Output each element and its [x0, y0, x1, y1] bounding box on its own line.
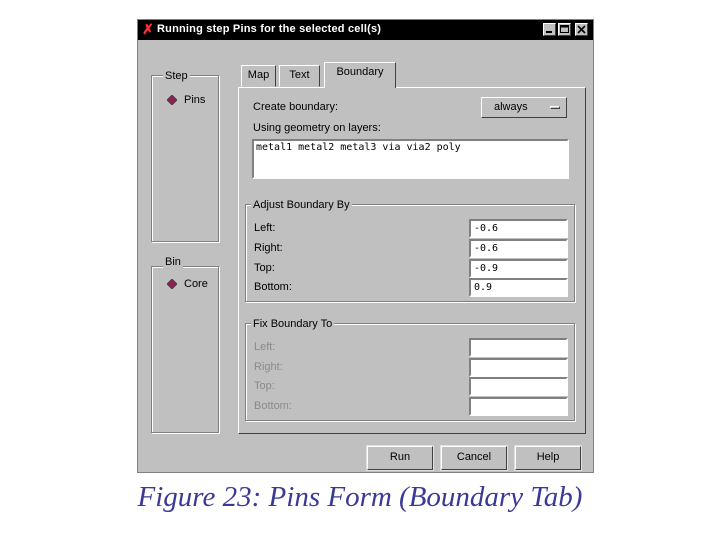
- adjust-right-label: Right:: [254, 242, 283, 254]
- title-bar[interactable]: [138, 20, 593, 40]
- bin-group: [151, 266, 219, 433]
- option-menu-indicator-icon: [550, 106, 560, 109]
- adjust-top-input[interactable]: -0.9: [469, 259, 568, 278]
- fix-top-label: Top:: [254, 380, 275, 392]
- tab-map[interactable]: Map: [241, 65, 276, 87]
- run-button[interactable]: Run: [367, 446, 433, 470]
- create-boundary-dropdown[interactable]: [481, 97, 567, 118]
- adjust-left-label: Left:: [254, 222, 276, 234]
- help-button[interactable]: Help: [515, 446, 581, 470]
- create-boundary-label: Create boundary:: [253, 101, 338, 113]
- adjust-top-label: Top:: [254, 262, 275, 274]
- minimize-icon: [544, 24, 555, 35]
- cancel-button[interactable]: Cancel: [441, 446, 507, 470]
- tab-boundary[interactable]: Boundary: [324, 62, 396, 88]
- layers-label: Using geometry on layers:: [253, 122, 381, 134]
- adjust-right-input[interactable]: -0.6: [469, 239, 568, 258]
- pins-radio-label[interactable]: Pins: [184, 94, 206, 106]
- maximize-button[interactable]: [558, 23, 571, 36]
- fix-left-input[interactable]: [469, 338, 568, 357]
- fix-top-input[interactable]: [469, 377, 568, 396]
- fix-bottom-label: Bottom:: [254, 400, 292, 412]
- bin-group-label: Bin: [165, 256, 181, 268]
- fix-boundary-label: Fix Boundary To: [253, 318, 333, 330]
- tab-text[interactable]: Text: [279, 65, 320, 87]
- adjust-left-input[interactable]: -0.6: [469, 219, 568, 238]
- fix-right-input[interactable]: [469, 358, 568, 377]
- fix-right-label: Right:: [254, 361, 283, 373]
- minimize-button[interactable]: [543, 23, 556, 36]
- core-radio-label[interactable]: Core: [184, 278, 208, 290]
- pins-form-window: [137, 19, 594, 473]
- close-button[interactable]: [575, 23, 588, 36]
- adjust-boundary-label: Adjust Boundary By: [253, 199, 350, 211]
- app-x-icon: ✗: [142, 21, 154, 37]
- create-boundary-value: always: [494, 101, 528, 113]
- adjust-bottom-input[interactable]: 0.9: [469, 278, 568, 297]
- core-radio[interactable]: [167, 279, 177, 289]
- window-title: Running step Pins for the selected cell(s): [157, 23, 382, 35]
- layers-textarea[interactable]: metal1 metal2 metal3 via via2 poly: [252, 139, 569, 179]
- maximize-icon: [559, 24, 570, 35]
- adjust-bottom-label: Bottom:: [254, 281, 292, 293]
- close-icon: [576, 24, 587, 35]
- pins-radio[interactable]: [167, 95, 177, 105]
- fix-left-label: Left:: [254, 341, 276, 353]
- step-group-label: Step: [165, 70, 188, 82]
- fix-bottom-input[interactable]: [469, 397, 568, 416]
- figure-caption: Figure 23: Pins Form (Boundary Tab): [137, 481, 583, 513]
